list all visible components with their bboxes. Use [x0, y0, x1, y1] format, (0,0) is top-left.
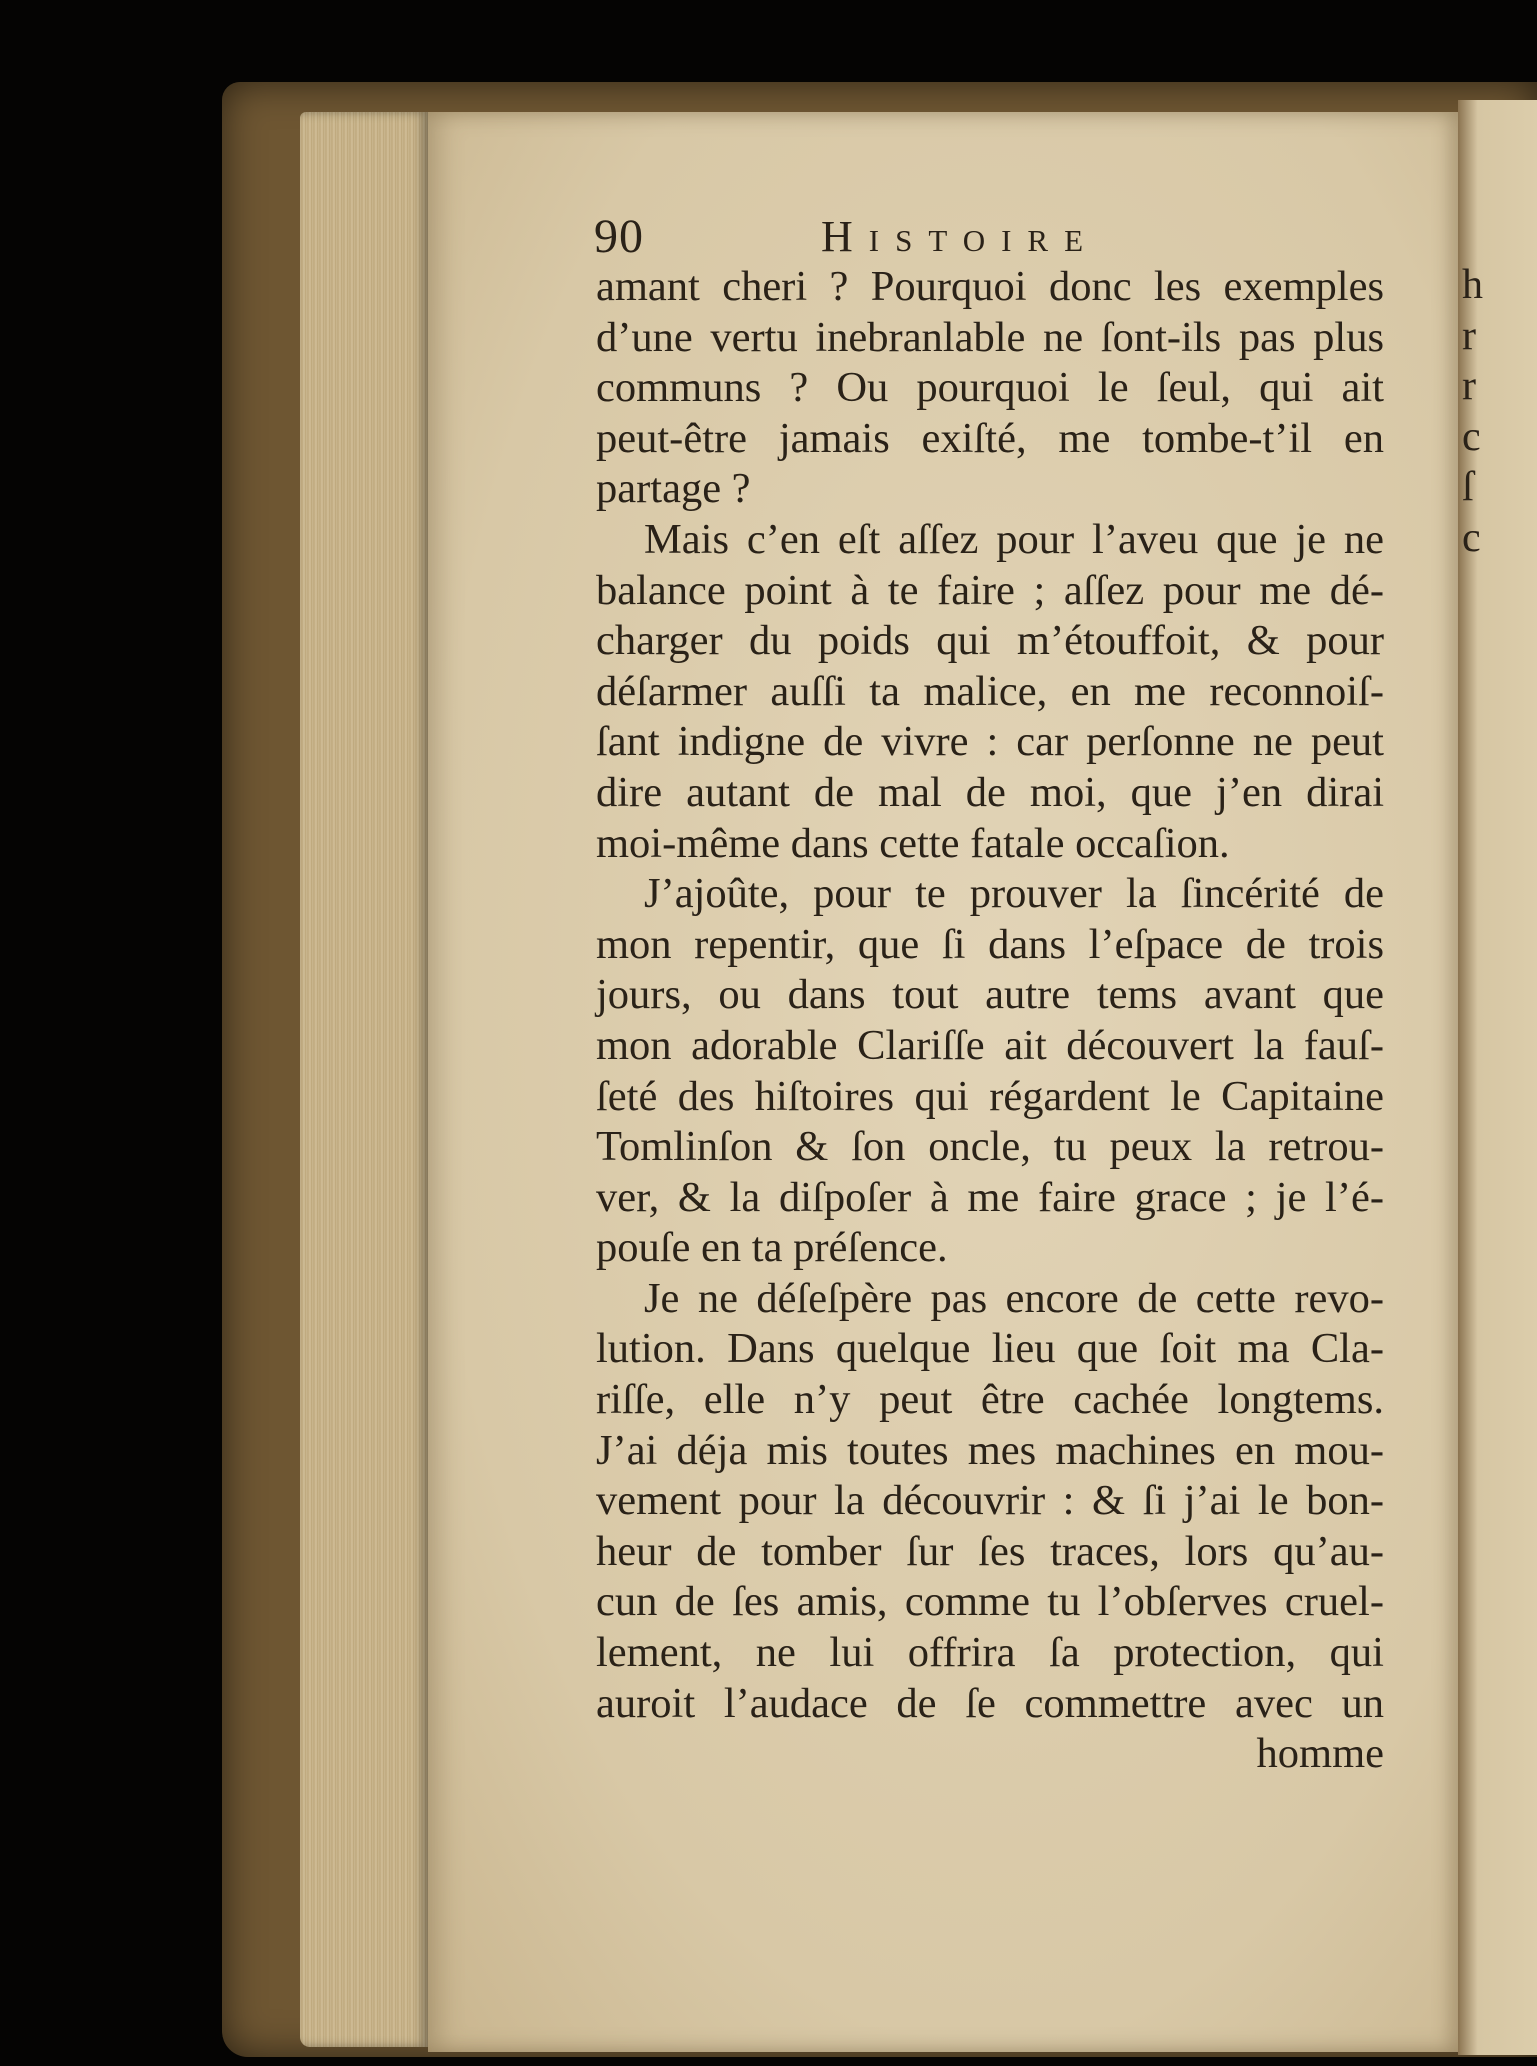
text-line: d’une vertu inebranlable ne ſont-ils pas plus — [596, 313, 1384, 361]
text-line: Tomlinſon & ſon oncle, tu peux la retrou- — [596, 1123, 1384, 1171]
text-line: mon repentir, que ſi dans l’eſpace de trois — [596, 920, 1384, 968]
text-line: J’ajoûte, pour te prouver la ſincérité de — [644, 870, 1384, 918]
text-line: moi-même dans cette fatale occaſion. — [596, 819, 1230, 867]
text-line: jours, ou dans tout autre tems avant que — [596, 971, 1384, 1019]
text-line: heur de tomber ſur ſes traces, lors qu’au- — [596, 1527, 1384, 1575]
running-head: Histoire — [821, 212, 1100, 261]
text-line: ver, & la diſpoſer à me faire grace ; je l’é- — [596, 1173, 1384, 1221]
text-line: charger du poids qui m’étouffoit, & pour — [596, 617, 1384, 665]
text-line: déſarmer auſſi ta malice, en me reconnoiſ- — [596, 667, 1384, 715]
book-page — [428, 112, 1458, 2052]
text-line: cun de ſes amis, comme tu l’obſerves cruel- — [596, 1578, 1384, 1626]
text-line: mon adorable Clariſſe ait découvert la fauſ- — [596, 1021, 1384, 1069]
text-line: auroit l’audace de ſe commettre avec un — [596, 1679, 1384, 1727]
page-number: 90 — [594, 210, 644, 263]
text-line: Je ne déſeſpère pas encore de cette revo- — [644, 1274, 1384, 1322]
body-text — [596, 262, 1384, 1780]
text-line: communs ? Ou pourquoi le ſeul, qui ait — [596, 364, 1384, 412]
page-edges — [300, 112, 428, 2047]
facing-page-fragment: ſ — [1462, 464, 1474, 511]
text-line: lement, ne lui offrira ſa protection, qui — [596, 1629, 1384, 1677]
facing-page-text — [1462, 260, 1522, 564]
text-line: amant cheri ? Pourquoi donc les exemples — [596, 263, 1384, 310]
text-line: partage ? — [596, 465, 751, 513]
text-line: peut-être jamais exiſté, me tombe-t’il en — [596, 414, 1384, 462]
text-line: dire autant de mal de moi, que j’en dirai — [596, 768, 1384, 816]
text-line: J’ai déja mis toutes mes machines en mou- — [596, 1426, 1384, 1474]
text-line: balance point à te faire ; aſſez pour me dé- — [596, 566, 1384, 614]
catchword: homme — [1256, 1730, 1384, 1778]
facing-page-fragment: h — [1462, 262, 1483, 308]
facing-page-fragment: r — [1462, 363, 1476, 410]
text-line: lution. Dans quelque lieu que ſoit ma Cla- — [596, 1325, 1384, 1373]
text-line: vement pour la découvrir : & ſi j’ai le bon- — [596, 1477, 1384, 1525]
text-line: Mais c’en eſt aſſez pour l’aveu que je ne — [644, 515, 1384, 563]
facing-page-fragment: c — [1462, 514, 1481, 561]
facing-page-fragment: c — [1462, 413, 1481, 460]
text-line: pouſe en ta préſence. — [596, 1224, 948, 1272]
text-line: ſeté des hiſtoires qui régardent le Capitaine — [596, 1072, 1384, 1120]
text-line: riſſe, elle n’y peut être cachée longtems. — [596, 1376, 1384, 1424]
text-line: ſant indigne de vivre : car perſonne ne peut — [596, 718, 1384, 766]
facing-page-fragment: r — [1462, 312, 1476, 359]
